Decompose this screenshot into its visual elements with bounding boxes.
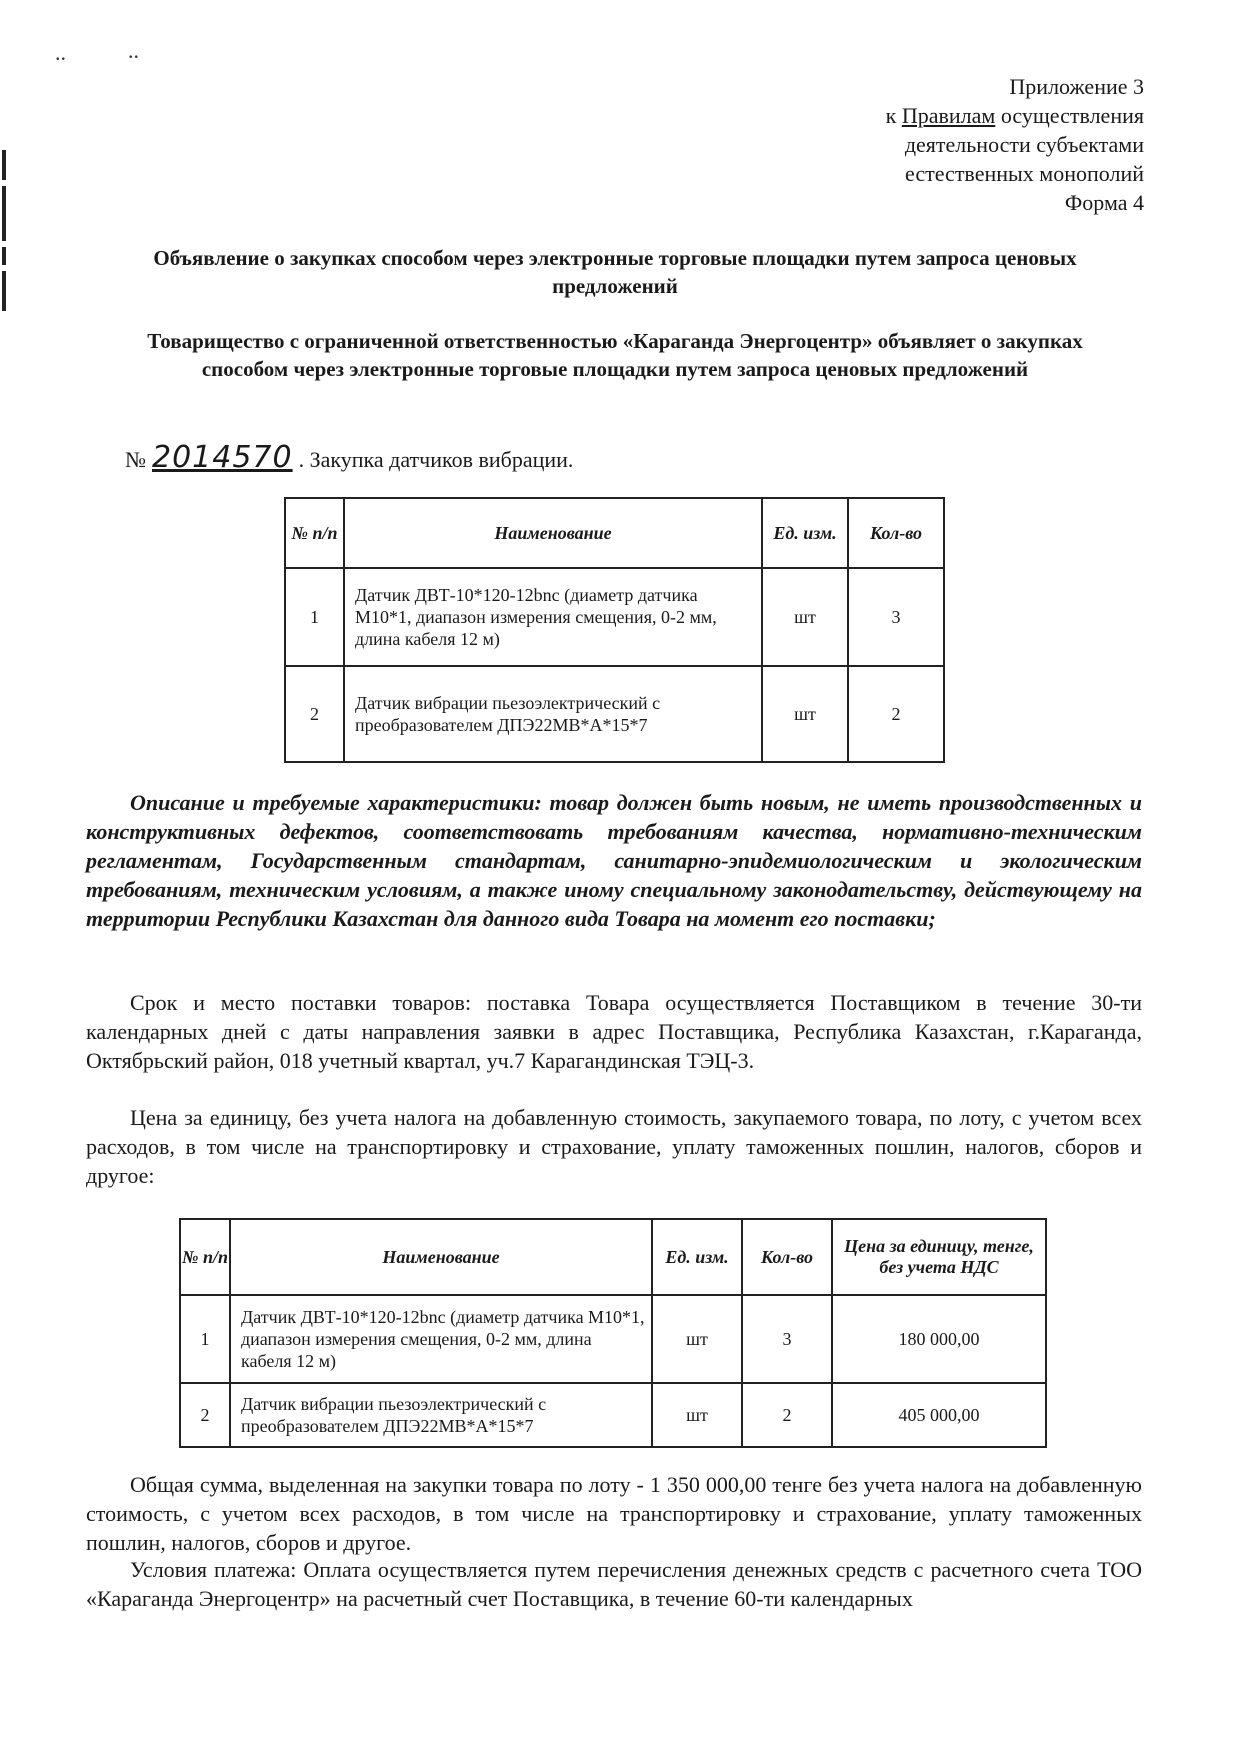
unit-price: 405 000,00 bbox=[832, 1383, 1046, 1447]
lot-name: . Закупка датчиков вибрации. bbox=[298, 447, 574, 472]
table-row: 2 Датчик вибрации пьезоэлектрический с преобразователем ДПЭ22МВ*А*15*7 шт 2 bbox=[285, 666, 944, 762]
price-table bbox=[179, 1218, 1047, 1448]
col-header-name: Наименование bbox=[230, 1219, 652, 1295]
col-header-qty: Кол-во bbox=[848, 498, 944, 568]
payment-terms: Условия платежа: Оплата осуществляется путем перечисления денежных средств с расчетного счета ТОО «Караганда Энергоцентр» на расчетный счет Поставщика, в течение 60-ти календарных bbox=[86, 1557, 1142, 1611]
table-row: 1 Датчик ДВТ-10*120-12bnc (диаметр датчика М10*1, диапазон измерения смещения, 0-2 мм, длина кабеля 12 м) шт 3 180 000,00 bbox=[180, 1295, 1046, 1383]
scan-artifact: .. bbox=[55, 40, 66, 65]
appendix-line: естественных монополий bbox=[905, 161, 1144, 186]
form-number: Форма 4 bbox=[1064, 190, 1144, 215]
table-row: 2 Датчик вибрации пьезоэлектрический с преобразователем ДПЭ22МВ*А*15*7 шт 2 405 000,00 bbox=[180, 1383, 1046, 1447]
rules-link-text: Правилам bbox=[901, 103, 996, 128]
table-row: 1 Датчик ДВТ-10*120-12bnc (диаметр датчика М10*1, диапазон измерения смещения, 0-2 мм, длина кабеля 12 м) шт 3 bbox=[285, 568, 944, 666]
appendix-header bbox=[886, 72, 1144, 217]
items-table bbox=[284, 497, 945, 763]
organizer-title: Товарищество с ограниченной ответственностью «Караганда Энергоцентр» объявляет о закупках способом через электронные торговые площадки путем запроса ценовых предложений bbox=[147, 329, 1083, 381]
lot-number: 2014570 bbox=[152, 440, 293, 475]
price-intro: Цена за единицу, без учета налога на добавленную стоимость, закупаемого товара, по лоту, с учетом всех расходов, в том числе на транспортировку и страхование, уплату таможенных пошлин, налогов, сборов и другое: bbox=[86, 1105, 1142, 1188]
lot-line: № 2014570 . Закупка датчиков вибрации. bbox=[125, 440, 574, 475]
col-header-num: № п/п bbox=[285, 498, 344, 568]
appendix-line: Приложение 3 bbox=[1009, 74, 1144, 99]
col-header-price: Цена за единицу, тенге, без учета НДС bbox=[832, 1219, 1046, 1295]
col-header-qty: Кол-во bbox=[742, 1219, 832, 1295]
announcement-title: Объявление о закупках способом через электронные торговые площадки путем запроса ценовых предложений bbox=[153, 246, 1077, 298]
appendix-line: к Правилам осуществления bbox=[885, 103, 1144, 128]
scan-edge-marks bbox=[2, 150, 8, 410]
col-header-num: № п/п bbox=[180, 1219, 230, 1295]
unit-price: 180 000,00 bbox=[832, 1295, 1046, 1383]
scan-artifact: .. bbox=[128, 38, 139, 63]
col-header-name: Наименование bbox=[344, 498, 762, 568]
delivery-terms: Срок и место поставки товаров: поставка Товара осуществляется Поставщиком в течение 30-ти календарных дней с даты направления заявки в адрес Поставщика, Республика Казахстан, г.Караганда, Октябрьский район, 018 учетный квартал, уч.7 Карагандинская ТЭЦ-3. bbox=[86, 990, 1142, 1073]
col-header-unit: Ед. изм. bbox=[762, 498, 848, 568]
requirements-description: Описание и требуемые характеристики: товар должен быть новым, не иметь производственных и конструктивных дефектов, соответствовать требованиям качества, нормативно-техническим регламентам, Государственным стандартам, санитарно-эпидемиологическим и экологическим требованиям, техническим условиям, а также иному специальному законодательству, действующему на территории Республики Казахстан для данного вида Товара на момент его поставки; bbox=[86, 790, 1142, 931]
total-amount: Общая сумма, выделенная на закупки товара по лоту - 1 350 000,00 тенге без учета налога на добавленную стоимость, с учетом всех расходов, в том числе на транспортировку и страхование, уплату таможенных пошлин, налогов, сборов и другое. bbox=[86, 1472, 1142, 1555]
appendix-line: деятельности субъектами bbox=[904, 132, 1144, 157]
col-header-unit: Ед. изм. bbox=[652, 1219, 742, 1295]
